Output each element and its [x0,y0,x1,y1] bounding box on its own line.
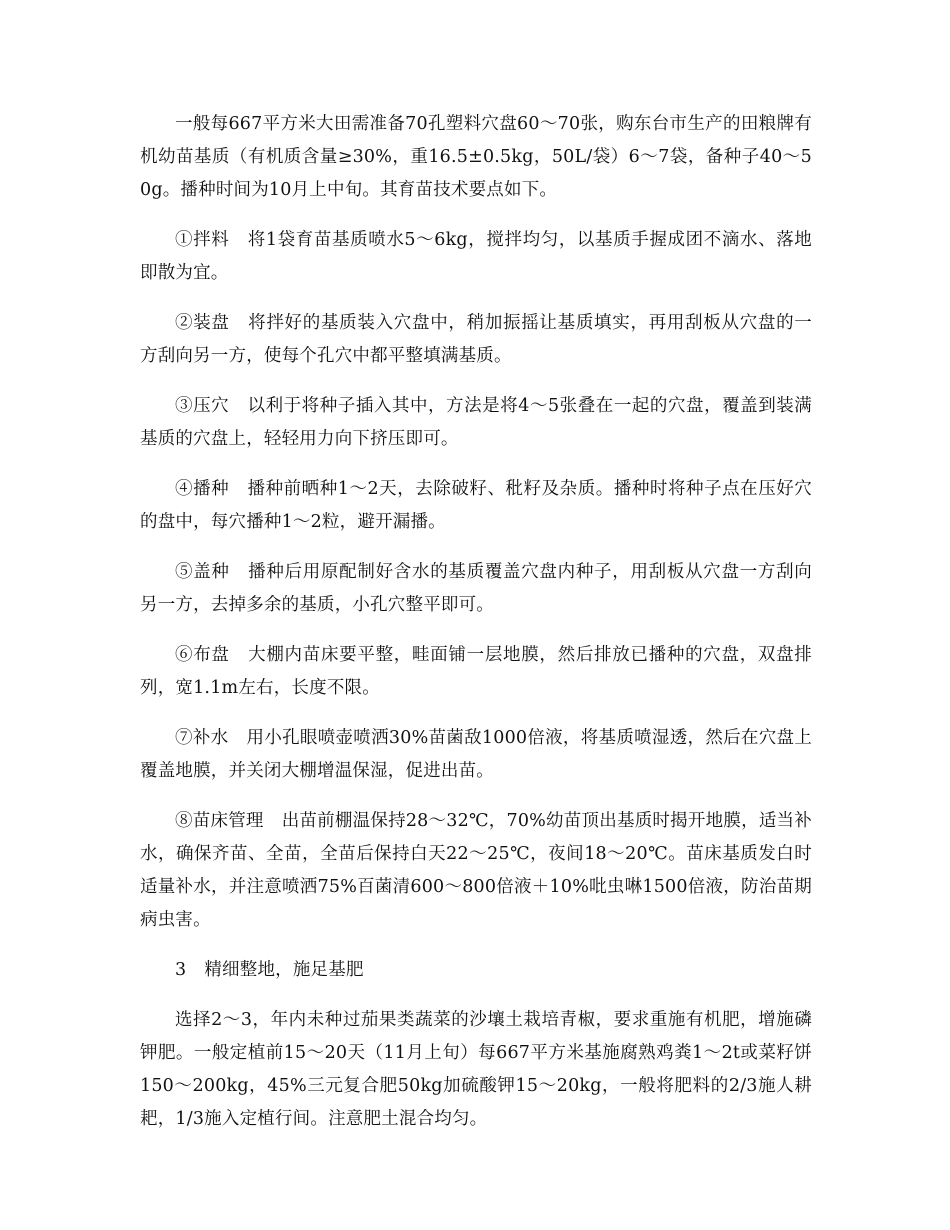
step-paragraph-8 [140,805,812,937]
step-body: 播种后用原配制好含水的基质覆盖穴盘内种子，用刮板从穴盘一方刮向另一方，去掉多余的基质，小孔穴整平即可。 [140,562,813,615]
step-number: ② [175,313,194,333]
step-number: ⑤ [175,562,194,582]
step-paragraph-5 [140,556,812,622]
step-paragraph-4 [140,473,812,539]
section-title: 精细整地，施足基肥 [204,960,364,980]
intro-paragraph: 一般每667平方米大田需准备70孔塑料穴盘60～70张，购东台市生产的田粮牌有机幼苗基质（有机质含量≥30%，重16.5±0.5kg，50L/袋）6～7袋，备种子40～50g。播种时间为10月上中旬。其育苗技术要点如下。 [140,114,812,200]
step-heading: 苗床管理 [192,811,264,831]
step-body: 将1袋育苗基质喷水5～6kg，搅拌均匀，以基质手握成团不滴水、落地即散为宜。 [140,230,813,283]
step-paragraph-6 [140,639,812,705]
section-heading [140,954,812,987]
step-paragraph-7 [140,722,812,788]
step-heading: 压穴 [193,396,230,416]
section-number: 3 [175,960,187,980]
step-number: ⑦ [175,728,193,748]
step-number: ⑥ [175,645,194,665]
step-heading: 布盘 [193,645,230,665]
step-number: ④ [175,479,194,499]
step-heading: 播种 [193,479,230,499]
step-body: 以利于将种子插入其中，方法是将4～5张叠在一起的穴盘，覆盖到装满基质的穴盘上，轻轻用力向下挤压即可。 [140,396,813,449]
step-number: ③ [175,396,194,416]
step-body: 播种前晒种1～2天，去除破籽、秕籽及杂质。播种时将种子点在压好穴的盘中，每穴播种1～2粒，避开漏播。 [140,479,813,532]
step-paragraph-1 [140,224,812,290]
step-paragraph-3 [140,390,812,456]
step-heading: 装盘 [193,313,230,333]
step-body: 出苗前棚温保持28～32℃，70%幼苗顶出基质时揭开地膜，适当补水，确保齐苗、全苗，全苗后保持白天22～25℃，夜间18～20℃。苗床基质发白时适量补水，并注意喷洒75%百菌清600～800倍液＋10%吡虫啉1500倍液，防治苗期病虫害。 [140,811,812,930]
step-body: 将拌好的基质装入穴盘中，稍加振摇让基质填实，再用刮板从穴盘的一方刮向另一方，使每个孔穴中都平整填满基质。 [140,313,813,366]
step-body: 用小孔眼喷壶喷洒30%苗菌敌1000倍液，将基质喷湿透，然后在穴盘上覆盖地膜，并关闭大棚增温保湿，促进出苗。 [140,728,813,781]
step-heading: 补水 [192,728,229,748]
step-paragraph-2 [140,307,812,373]
step-heading: 拌料 [193,230,230,250]
step-number: ① [175,230,194,250]
step-number: ⑧ [175,811,193,831]
step-body: 大棚内苗床要平整，畦面铺一层地膜，然后排放已播种的穴盘，双盘排列，宽1.1m左右，长度不限。 [140,645,813,698]
step-heading: 盖种 [193,562,230,582]
document-page [140,108,812,1153]
closing-paragraph: 选择2～3，年内未种过茄果类蔬菜的沙壤土栽培青椒，要求重施有机肥，增施磷钾肥。一般定植前15～20天（11月上旬）每667平方米基施腐熟鸡粪1～2t或菜籽饼150～200kg，45%三元复合肥50kg加硫酸钾15～20kg，一般将肥料的2/3施人耕耙，1/3施入定植行间。注意肥土混合均匀。 [140,1010,812,1129]
